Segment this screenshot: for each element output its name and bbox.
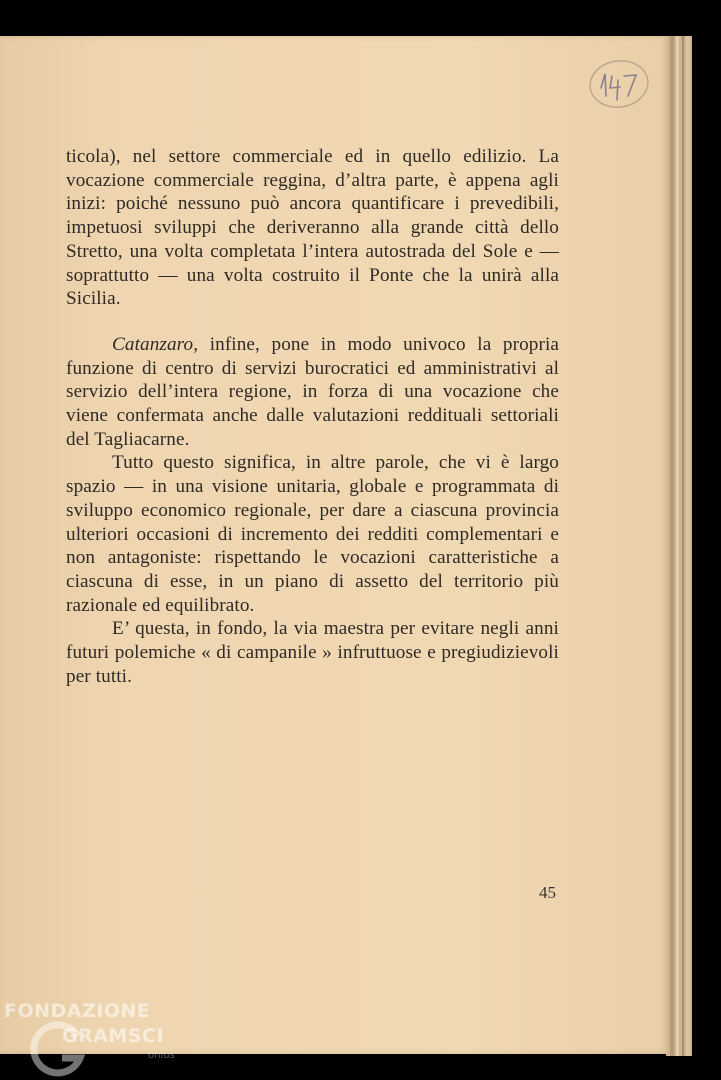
paragraph [66,333,559,452]
page-stack-edge [670,36,674,1056]
text-segment: ticola), nel settore commerciale ed in quello edilizio. La vocazione commerciale reggina, d’altra parte, è appena agli inizi: poiché nessuno può ancora quantificare i prevedibili, impetuosi sviluppi che deriveranno alla grande città dello Stretto, una volta completata l’intera autostrada del Sole e — soprattutto — una volta costruito il Ponte che la unirà alla Sicilia. [66,146,559,310]
text-segment: Tutto questo significa, in altre parole, che vi è largo spazio — in una visione unitaria, globale e programmata di sviluppo economico regionale, per dare a ciascuna provincia ulteriori occasioni di incremento dei redditi complementari e non antagoniste: rispettando le vocazioni caratteristiche a ciascuna di esse, in un piano di assetto del territorio più razionale ed equilibrato. [66,452,559,616]
fondazione-gramsci-watermark [4,1000,194,1080]
text-segment: E’ questa, in fondo, la via maestra per evitare negli anni futuri polemiche « di campanile » infruttuose e pregiudizievoli per tutti. [66,618,559,687]
text-segment: infine, pone in modo univoco la propria funzione di centro di servizi burocratici ed amministrativi al servizio dell’intera regione, in forza di una vocazione che viene confermata anche dalle valutazioni reddituali settoriali del Tagliacarne. [66,333,559,450]
page-stack-edge [686,36,690,1056]
paragraph [66,451,559,617]
paragraph [66,145,559,311]
page-number: 45 [539,883,556,902]
italic-segment: Catanzaro, [112,333,199,355]
page-stack-edge [682,36,684,1056]
paragraph [66,617,559,688]
page-stack-edge [676,36,679,1056]
archive-stamp-mark [588,58,650,110]
watermark-small: onlus [148,1050,175,1061]
watermark-line1: FONDAZIONE [4,1000,151,1022]
body-text [66,145,559,688]
watermark-line2: GRAMSCI [62,1025,165,1047]
